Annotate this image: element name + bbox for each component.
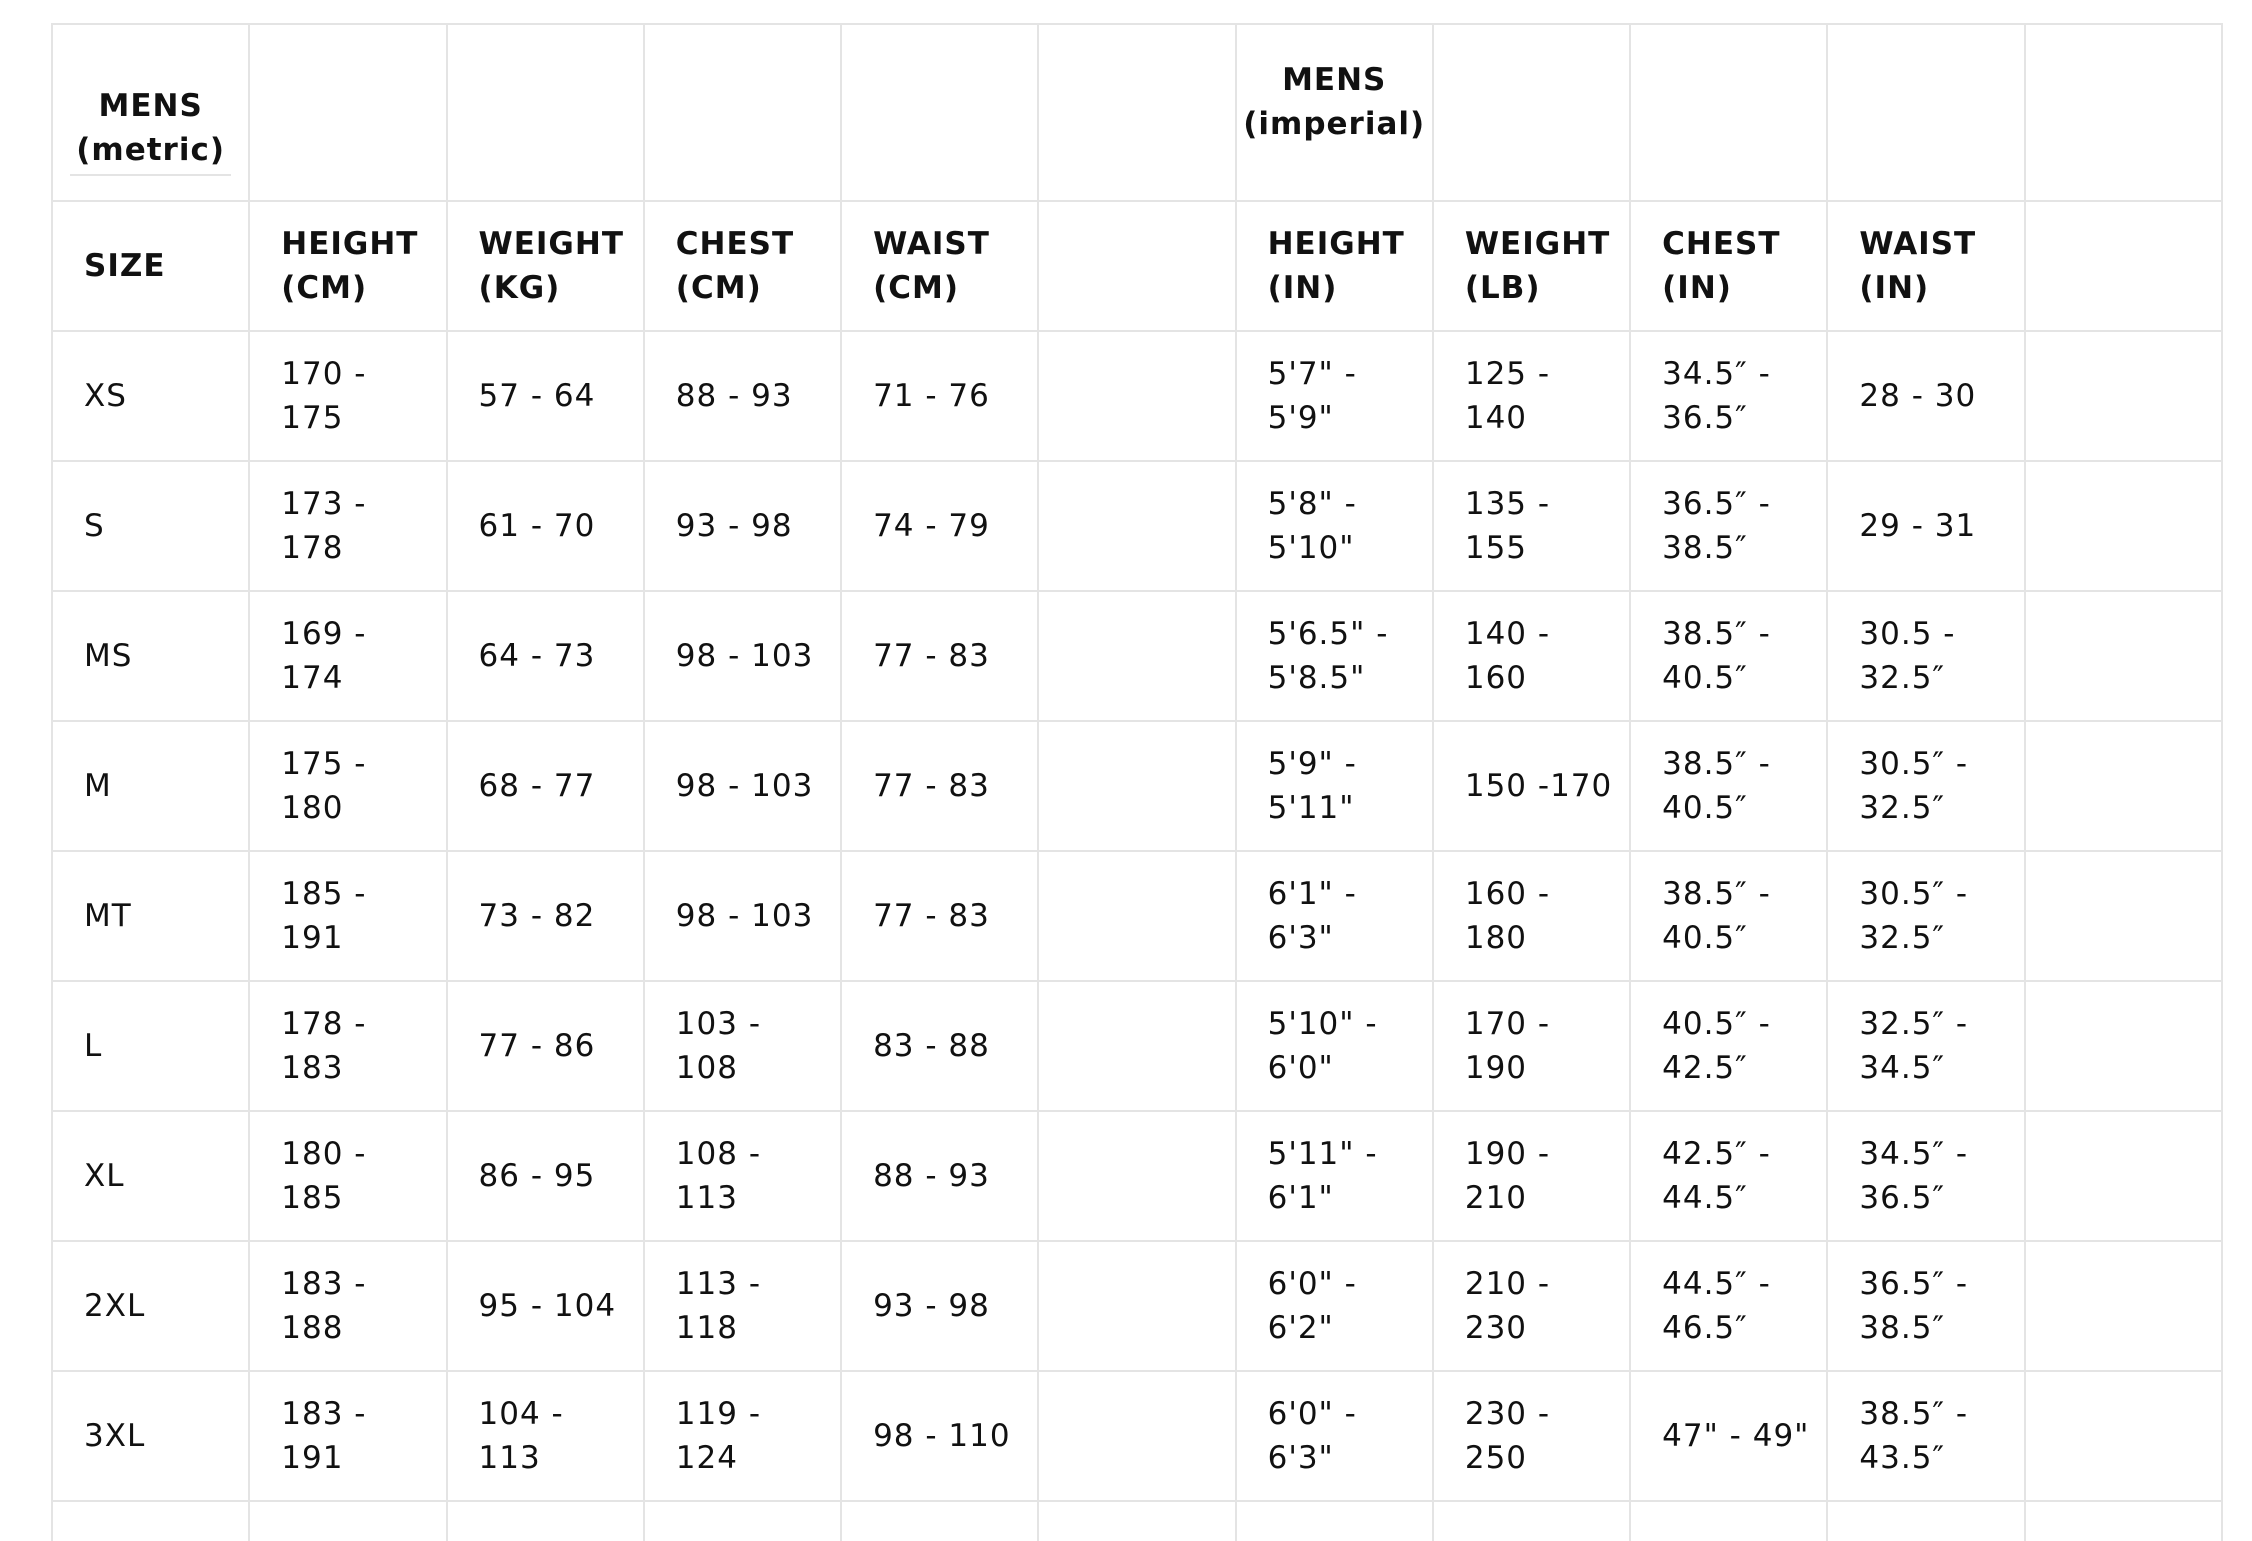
header-height-in: HEIGHT (IN)	[1236, 201, 1433, 331]
cell-weight-kg: 64 - 73	[447, 591, 644, 721]
cell-chest-cm: 88 - 93	[644, 331, 841, 461]
cell-weight-kg: 77 - 86	[447, 981, 644, 1111]
cell-height-cm: 185 - 191	[249, 851, 446, 981]
cell-weight-kg: 73 - 82	[447, 851, 644, 981]
empty-cell	[2025, 981, 2222, 1111]
cell-chest-in: 36.5″ - 38.5″	[1630, 461, 1827, 591]
cell-size: S	[52, 461, 249, 591]
table-row	[52, 1241, 2222, 1371]
empty-cell	[1433, 24, 1630, 201]
empty-cell	[1038, 1501, 1235, 1541]
cell-weight-lb: 230 - 250	[1433, 1371, 1630, 1501]
imperial-title-cell	[1236, 24, 1433, 201]
cell-height-cm: 175 - 180	[249, 721, 446, 851]
cell-height-cm: 178 - 183	[249, 981, 446, 1111]
empty-cell	[2025, 331, 2222, 461]
empty-cell	[1038, 201, 1235, 331]
cell-waist-in: 34.5″ - 36.5″	[1827, 1111, 2024, 1241]
empty-cell	[1038, 331, 1235, 461]
header-weight-kg: WEIGHT (KG)	[447, 201, 644, 331]
cell-height-in: 6'0" - 6'2"	[1236, 1241, 1433, 1371]
header-chest-in: CHEST (IN)	[1630, 201, 1827, 331]
empty-cell	[249, 1501, 446, 1541]
cell-size: 2XL	[52, 1241, 249, 1371]
header-chest-cm: CHEST (CM)	[644, 201, 841, 331]
empty-cell	[1827, 1501, 2024, 1541]
cell-weight-kg: 104 - 113	[447, 1371, 644, 1501]
cell-waist-in: 32.5″ - 34.5″	[1827, 981, 2024, 1111]
cell-waist-in: 29 - 31	[1827, 461, 2024, 591]
cell-height-cm: 180 - 185	[249, 1111, 446, 1241]
cell-chest-in: 38.5″ - 40.5″	[1630, 851, 1827, 981]
cell-chest-in: 40.5″ - 42.5″	[1630, 981, 1827, 1111]
cell-weight-kg: 95 - 104	[447, 1241, 644, 1371]
table-row-partial	[52, 1501, 2222, 1541]
cell-chest-in: 38.5″ - 40.5″	[1630, 591, 1827, 721]
cell-chest-in: 34.5″ - 36.5″	[1630, 331, 1827, 461]
cell-size: M	[52, 721, 249, 851]
cell-chest-cm: 113 - 118	[644, 1241, 841, 1371]
empty-cell	[1038, 1111, 1235, 1241]
cell-chest-in: 42.5″ - 44.5″	[1630, 1111, 1827, 1241]
cell-weight-lb: 140 - 160	[1433, 591, 1630, 721]
header-size: SIZE	[52, 201, 249, 331]
cell-height-in: 5'7" - 5'9"	[1236, 331, 1433, 461]
cell-height-in: 5'9" - 5'11"	[1236, 721, 1433, 851]
header-waist-cm: WAIST (CM)	[841, 201, 1038, 331]
cell-weight-kg: 86 - 95	[447, 1111, 644, 1241]
empty-cell	[2025, 721, 2222, 851]
empty-cell	[644, 24, 841, 201]
empty-cell	[447, 1501, 644, 1541]
cell-waist-cm: 93 - 98	[841, 1241, 1038, 1371]
table-row	[52, 721, 2222, 851]
cell-chest-cm: 98 - 103	[644, 591, 841, 721]
cell-height-cm: 169 - 174	[249, 591, 446, 721]
cell-waist-cm: 88 - 93	[841, 1111, 1038, 1241]
metric-title: MENS (metric)	[70, 84, 231, 176]
empty-cell	[2025, 1501, 2222, 1541]
cell-size: 3XL	[52, 1371, 249, 1501]
empty-cell	[2025, 1111, 2222, 1241]
cell-weight-lb: 170 - 190	[1433, 981, 1630, 1111]
title-row	[52, 24, 2222, 201]
cell-size: XL	[52, 1111, 249, 1241]
cell-chest-cm: 103 - 108	[644, 981, 841, 1111]
empty-cell	[1038, 24, 1235, 201]
cell-waist-cm: 98 - 110	[841, 1371, 1038, 1501]
cell-height-cm: 173 - 178	[249, 461, 446, 591]
cell-waist-cm: 74 - 79	[841, 461, 1038, 591]
table-row	[52, 1111, 2222, 1241]
empty-cell	[1236, 1501, 1433, 1541]
cell-height-cm: 183 - 191	[249, 1371, 446, 1501]
empty-cell	[841, 24, 1038, 201]
table-row	[52, 1371, 2222, 1501]
empty-cell	[1038, 591, 1235, 721]
cell-waist-cm: 77 - 83	[841, 851, 1038, 981]
cell-weight-lb: 150 -170	[1433, 721, 1630, 851]
empty-cell	[52, 1501, 249, 1541]
empty-cell	[1038, 1371, 1235, 1501]
cell-chest-in: 47" - 49"	[1630, 1371, 1827, 1501]
cell-size: L	[52, 981, 249, 1111]
empty-cell	[1038, 1241, 1235, 1371]
cell-waist-cm: 77 - 83	[841, 721, 1038, 851]
empty-cell	[2025, 24, 2222, 201]
size-chart-body	[52, 24, 2222, 1541]
cell-waist-in: 30.5″ - 32.5″	[1827, 721, 2024, 851]
cell-chest-cm: 98 - 103	[644, 721, 841, 851]
table-row	[52, 981, 2222, 1111]
cell-height-in: 5'6.5" - 5'8.5"	[1236, 591, 1433, 721]
metric-title-cell	[52, 24, 249, 201]
cell-chest-in: 38.5″ - 40.5″	[1630, 721, 1827, 851]
cell-weight-lb: 135 - 155	[1433, 461, 1630, 591]
empty-cell	[2025, 1371, 2222, 1501]
cell-height-cm: 183 - 188	[249, 1241, 446, 1371]
cell-waist-in: 28 - 30	[1827, 331, 2024, 461]
cell-weight-lb: 125 - 140	[1433, 331, 1630, 461]
cell-waist-in: 30.5 - 32.5″	[1827, 591, 2024, 721]
header-waist-in: WAIST (IN)	[1827, 201, 2024, 331]
empty-cell	[1038, 851, 1235, 981]
cell-height-in: 5'10" - 6'0"	[1236, 981, 1433, 1111]
empty-cell	[1433, 1501, 1630, 1541]
cell-waist-in: 30.5″ - 32.5″	[1827, 851, 2024, 981]
cell-chest-cm: 93 - 98	[644, 461, 841, 591]
cell-weight-lb: 190 - 210	[1433, 1111, 1630, 1241]
cell-height-in: 6'1" - 6'3"	[1236, 851, 1433, 981]
cell-size: MT	[52, 851, 249, 981]
cell-weight-lb: 160 - 180	[1433, 851, 1630, 981]
cell-waist-in: 36.5″ - 38.5″	[1827, 1241, 2024, 1371]
size-chart-table	[51, 23, 2223, 1541]
empty-cell	[644, 1501, 841, 1541]
empty-cell	[841, 1501, 1038, 1541]
empty-cell	[1038, 981, 1235, 1111]
table-row	[52, 461, 2222, 591]
cell-weight-lb: 210 - 230	[1433, 1241, 1630, 1371]
cell-chest-cm: 108 - 113	[644, 1111, 841, 1241]
cell-size: MS	[52, 591, 249, 721]
cell-size: XS	[52, 331, 249, 461]
cell-height-in: 6'0" - 6'3"	[1236, 1371, 1433, 1501]
cell-height-in: 5'11" - 6'1"	[1236, 1111, 1433, 1241]
cell-height-cm: 170 - 175	[249, 331, 446, 461]
cell-waist-cm: 71 - 76	[841, 331, 1038, 461]
table-row	[52, 851, 2222, 981]
empty-cell	[2025, 461, 2222, 591]
cell-height-in: 5'8" - 5'10"	[1236, 461, 1433, 591]
imperial-title: MENS (imperial)	[1243, 61, 1426, 142]
empty-cell	[1630, 24, 1827, 201]
empty-cell	[2025, 1241, 2222, 1371]
header-weight-lb: WEIGHT (LB)	[1433, 201, 1630, 331]
cell-waist-cm: 77 - 83	[841, 591, 1038, 721]
cell-chest-cm: 119 - 124	[644, 1371, 841, 1501]
empty-cell	[447, 24, 644, 201]
cell-waist-cm: 83 - 88	[841, 981, 1038, 1111]
cell-waist-in: 38.5″ - 43.5″	[1827, 1371, 2024, 1501]
empty-cell	[2025, 591, 2222, 721]
table-row	[52, 591, 2222, 721]
empty-cell	[2025, 201, 2222, 331]
empty-cell	[1038, 721, 1235, 851]
cell-weight-kg: 57 - 64	[447, 331, 644, 461]
cell-weight-kg: 61 - 70	[447, 461, 644, 591]
cell-weight-kg: 68 - 77	[447, 721, 644, 851]
cell-chest-cm: 98 - 103	[644, 851, 841, 981]
empty-cell	[249, 24, 446, 201]
cell-chest-in: 44.5″ - 46.5″	[1630, 1241, 1827, 1371]
empty-cell	[1827, 24, 2024, 201]
empty-cell	[1630, 1501, 1827, 1541]
empty-cell	[2025, 851, 2222, 981]
empty-cell	[1038, 461, 1235, 591]
table-row	[52, 331, 2222, 461]
header-row	[52, 201, 2222, 331]
header-height-cm: HEIGHT (CM)	[249, 201, 446, 331]
